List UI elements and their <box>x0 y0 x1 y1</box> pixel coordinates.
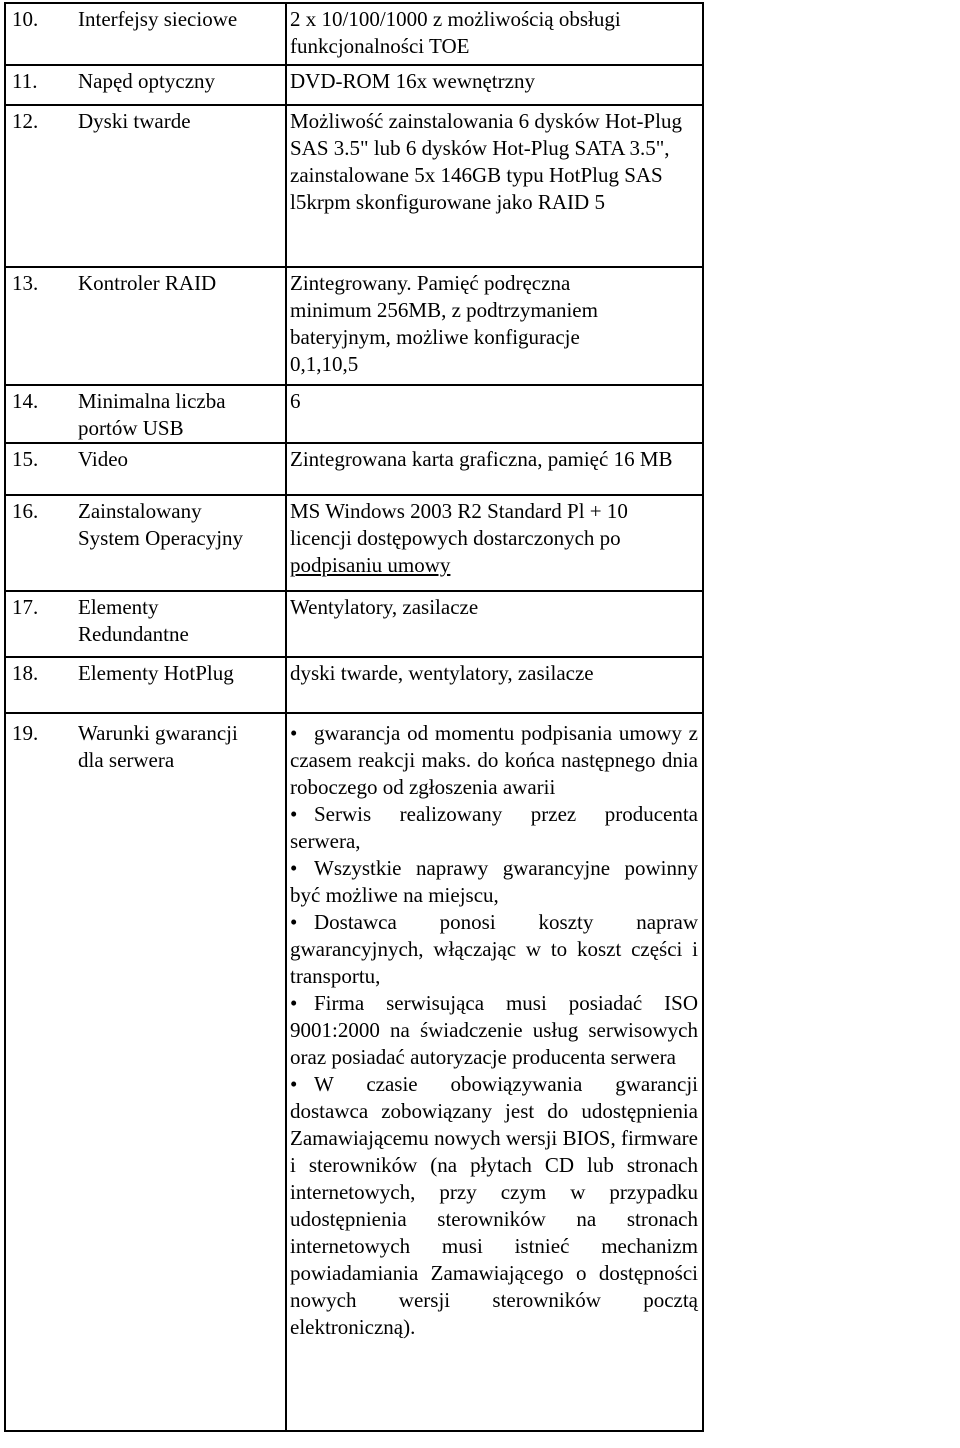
list-item: • Wszystkie naprawy gwarancyjne powinny być możliwe na miejscu, <box>290 856 698 907</box>
list-item: • Serwis realizowany przez producenta serwera, <box>290 802 698 853</box>
column-divider <box>285 592 287 656</box>
row-number: 12. <box>12 109 39 133</box>
row-value: Możliwość zainstalowania 6 dysków Hot-Plug SAS 3.5" lub 6 dysków Hot-Plug SATA 3.5", zainstalowane 5x 146GB typu HotPlug SAS l5krpm skonfigurowane jako RAID 5 <box>290 109 682 214</box>
bullet-icon: • <box>290 802 298 826</box>
row-value: Zintegrowany. Pamięć podręczna minimum 256MB, z podtrzymaniem bateryjnym, możliwe konfiguracje 0,1,10,5 <box>290 271 598 376</box>
table-row <box>4 384 704 442</box>
row-label: Warunki gwarancji dla serwera <box>78 721 238 772</box>
row-number: 16. <box>12 499 39 523</box>
column-divider <box>285 106 287 266</box>
row-label: Elementy HotPlug <box>78 661 234 685</box>
table-row <box>4 590 704 656</box>
row-label: Elementy Redundantne <box>78 595 189 646</box>
column-divider <box>285 386 287 442</box>
row-value: Zintegrowana karta graficzna, pamięć 16 MB <box>290 447 673 471</box>
bullet-icon: • <box>290 856 298 880</box>
table-row <box>4 494 704 590</box>
column-divider <box>285 268 287 384</box>
row-number: 13. <box>12 271 39 295</box>
table-row <box>4 104 704 266</box>
row-label: Video <box>78 447 129 471</box>
table-row <box>4 442 704 494</box>
list-item: • gwarancja od momentu podpisania umowy z czasem reakcji maks. do końca następnego dnia roboczego od zgłoszenia awarii <box>290 721 698 799</box>
row-label: Napęd optyczny <box>78 69 216 93</box>
column-divider <box>285 444 287 494</box>
bullet-icon: • <box>290 991 298 1015</box>
table-row <box>4 64 704 104</box>
row-number: 10. <box>12 7 39 31</box>
column-divider <box>285 658 287 712</box>
row-value-underlined: podpisaniu umowy <box>290 553 451 577</box>
row-number: 14. <box>12 389 39 413</box>
bullet-icon: • <box>290 721 298 745</box>
row-label: Zainstalowany System Operacyjny <box>78 499 244 550</box>
row-number: 11. <box>12 69 38 93</box>
row-label: Dyski twarde <box>78 109 191 133</box>
row-number: 17. <box>12 595 39 619</box>
row-number: 18. <box>12 661 39 685</box>
table-row <box>4 2 704 64</box>
table-row <box>4 266 704 384</box>
row-value: dyski twarde, wentylatory, zasilacze <box>290 661 594 685</box>
row-value: Wentylatory, zasilacze <box>290 595 479 619</box>
list-item: • W czasie obowiązywania gwarancji dostawca zobowiązany jest do udostępnienia Zamawiającemu nowych wersji BIOS, firmware i sterowników (na płytach CD lub stronach internetowych, przy czym w przypadku udostępnienia sterowników na stronach internetowych musi istnieć mechanizm powiadamiania Zamawiającego o dostępności nowych wersji sterowników pocztą elektroniczną). <box>290 1072 698 1339</box>
specification-table <box>4 2 704 1432</box>
bullet-icon: • <box>290 1072 298 1096</box>
table-row <box>4 712 704 1432</box>
row-value-text: MS Windows 2003 R2 Standard Pl + 10 licencji dostępowych dostarczonych po <box>290 499 628 550</box>
table-row <box>4 656 704 712</box>
row-value: 2 x 10/100/1000 z możliwością obsługi funkcjonalności TOE <box>290 7 621 58</box>
row-value <box>290 720 698 1341</box>
row-value: DVD-ROM 16x wewnętrzny <box>290 69 535 93</box>
row-label: Minimalna liczba portów USB <box>78 389 226 440</box>
row-value <box>290 498 680 579</box>
row-number: 19. <box>12 721 39 745</box>
column-divider <box>285 66 287 104</box>
column-divider <box>285 496 287 590</box>
column-divider <box>285 714 287 1430</box>
bullet-icon: • <box>290 910 298 934</box>
warranty-conditions-list <box>290 720 698 1341</box>
row-number: 15. <box>12 447 39 471</box>
row-value: 6 <box>290 389 301 413</box>
list-item: • Dostawca ponosi koszty napraw gwarancyjnych, włączając w to koszt części i transportu, <box>290 910 698 988</box>
list-item: • Firma serwisująca musi posiadać ISO 9001:2000 na świadczenie usług serwisowych oraz posiadać autoryzacje producenta serwera <box>290 991 698 1069</box>
column-divider <box>285 4 287 64</box>
row-label: Kontroler RAID <box>78 271 217 295</box>
row-label: Interfejsy sieciowe <box>78 7 238 31</box>
